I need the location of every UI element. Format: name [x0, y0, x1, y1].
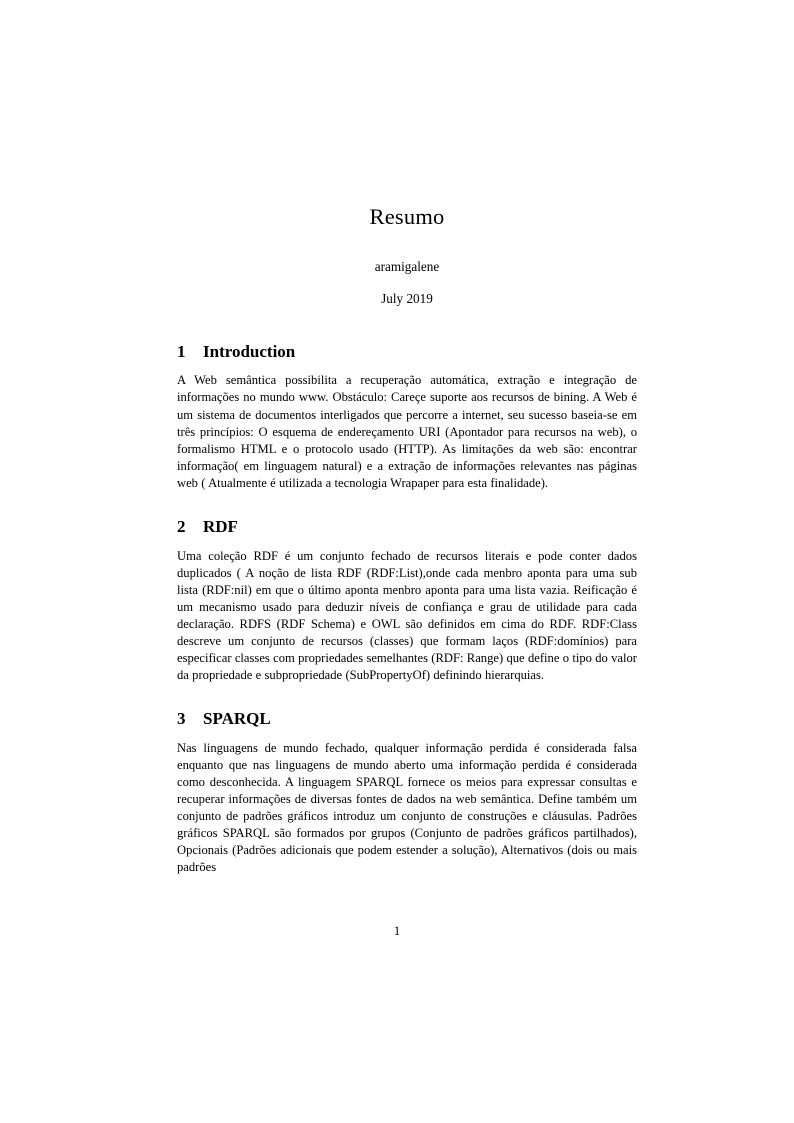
section-sparql [177, 684, 637, 876]
page-number-folio: 1 [393, 924, 401, 938]
section-heading-introduction [177, 307, 637, 373]
section-rdf [177, 492, 637, 684]
document-date: July 2019 [381, 291, 433, 307]
section-number: 3 [177, 709, 186, 729]
section-paragraph-rdf: Uma coleção RDF é um conjunto fechado de recursos literais e pode conter dados duplicados ( A noção de lista RDF (RDF:List),onde cada menbro aponta para uma sub lista (RDF:nil) em que o último aponta menbro aponta para uma lista vazia. Reificação é um mecanismo usado para deduzir níveis de confiança e grau de utilidade para cada declaração. RDFS (RDF Schema) e OWL são definidos em cima do RDF. RDF:Class descreve um conjunto de recursos (classes) que formam laços (RDF:domínios) para especificar classes com propriedades semelhantes (RDF: Range) que define o tipo do valor da propriedade e subpropriedade (SubPropertyOf) definindo hierarquias. [177, 548, 637, 683]
section-paragraph-sparql: Nas linguagens de mundo fechado, qualquer informação perdida é considerada falsa enquanto que nas linguagens de mundo aberto uma informação perdida é considerada como desconhecida. A linguagem SPARQL fornece os meios para expressar consultas e recuperar informações de diversas fontes de dados na web semântica. Define também um conjunto de padrões gráficos introduz um conjunto de construções e cláusulas. Padrões gráficos SPARQL são formados por grupos (Conjunto de padrões gráficos partilhados), Opcionais (Padrões adicionais que podem estender a solução), Alternativos (dois ou mais padrões [177, 740, 637, 875]
section-title: RDF [203, 516, 238, 536]
document-author: aramigalene [374, 258, 440, 274]
section-heading-sparql [177, 684, 637, 740]
section-title: Introduction [203, 341, 296, 361]
section-introduction [177, 307, 637, 492]
page-title: Resumo [369, 204, 445, 229]
title-block [177, 205, 637, 307]
section-title: SPARQL [203, 709, 271, 729]
section-number: 1 [177, 341, 186, 361]
section-paragraph-introduction: A Web semântica possibilita a recuperação automática, extração e integração de informações no mundo www. Obstáculo: Careçe suporte aos recursos de bining. A Web é um sistema de documentos interligados que percorre a internet, seu sucesso baseia-se em três princípios: O esquema de endereçamento URI (Apontador para recursos na web), o formalismo HTML e o protocolo usado (HTTP). As limitações da web são: encontrar informação( em linguagem natural) e a extração de informações relevantes nas páginas web ( Atualmente é utilizada a tecnologia Wrapaper para esta finalidade). [177, 373, 637, 490]
section-heading-rdf [177, 492, 637, 548]
section-number: 2 [177, 516, 186, 536]
document-body [177, 205, 637, 877]
